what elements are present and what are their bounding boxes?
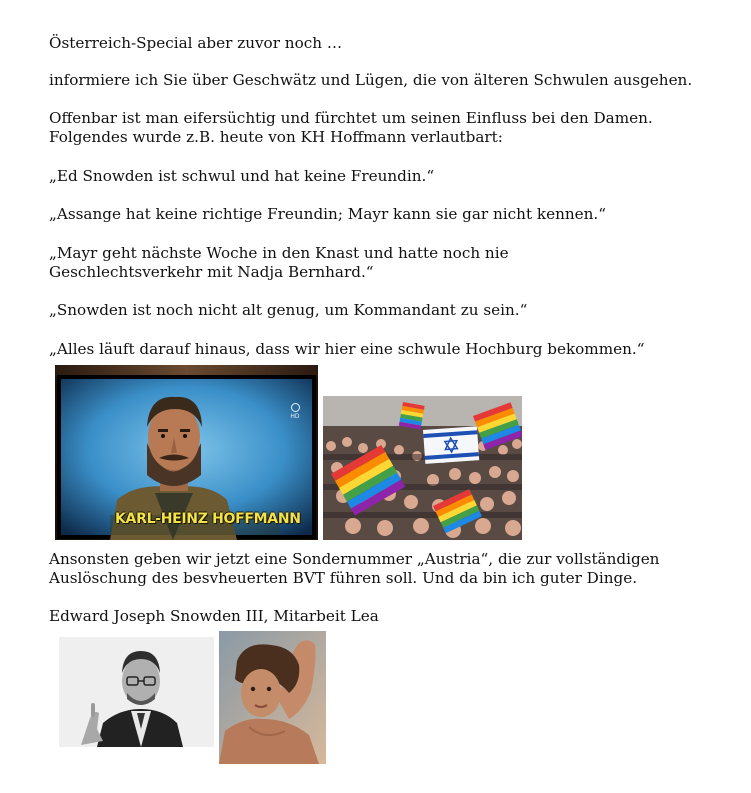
snowden-photo <box>59 637 214 747</box>
woman-photo <box>219 631 326 764</box>
paragraph-3: Folgendes wurde z.B. heute von KH Hoffmann verlautbart: <box>49 128 503 146</box>
paragraph-2: Offenbar ist man eifersüchtig und fürchtet um seinen Einfluss bei den Damen. <box>49 109 653 127</box>
tv-screenshot-image <box>55 365 318 540</box>
signature: Edward Joseph Snowden III, Mitarbeit Lea <box>49 607 379 625</box>
quote-3: „Mayr geht nächste Woche in den Knast und hatte noch nie Geschlechtsverkehr mit Nadja Bernhard.“ <box>49 244 509 281</box>
closing-paragraph: Ansonsten geben wir jetzt eine Sondernummer „Austria“, die zur vollständigen Auslöschung des besvheuerten BVT führen soll. Und da bin ich guter Dinge. <box>49 550 660 587</box>
quote-4: „Snowden ist noch nicht alt genug, um Kommandant zu sein.“ <box>49 301 528 319</box>
pride-parade-image <box>323 396 522 540</box>
intro-line: Österreich-Special aber zuvor noch … <box>49 34 343 52</box>
channel-logo-icon: HD <box>289 403 301 423</box>
paragraph-1: informiere ich Sie über Geschwätz und Lügen, die von älteren Schwulen ausgehen. <box>49 71 693 89</box>
quote-5: „Alles läuft darauf hinaus, dass wir hier eine schwule Hochburg bekommen.“ <box>49 340 645 358</box>
tv-caption: KARL-HEINZ HOFFMANN <box>115 511 301 527</box>
quote-1: „Ed Snowden ist schwul und hat keine Freundin.“ <box>49 167 435 185</box>
quote-2: „Assange hat keine richtige Freundin; Mayr kann sie gar nicht kennen.“ <box>49 205 606 223</box>
